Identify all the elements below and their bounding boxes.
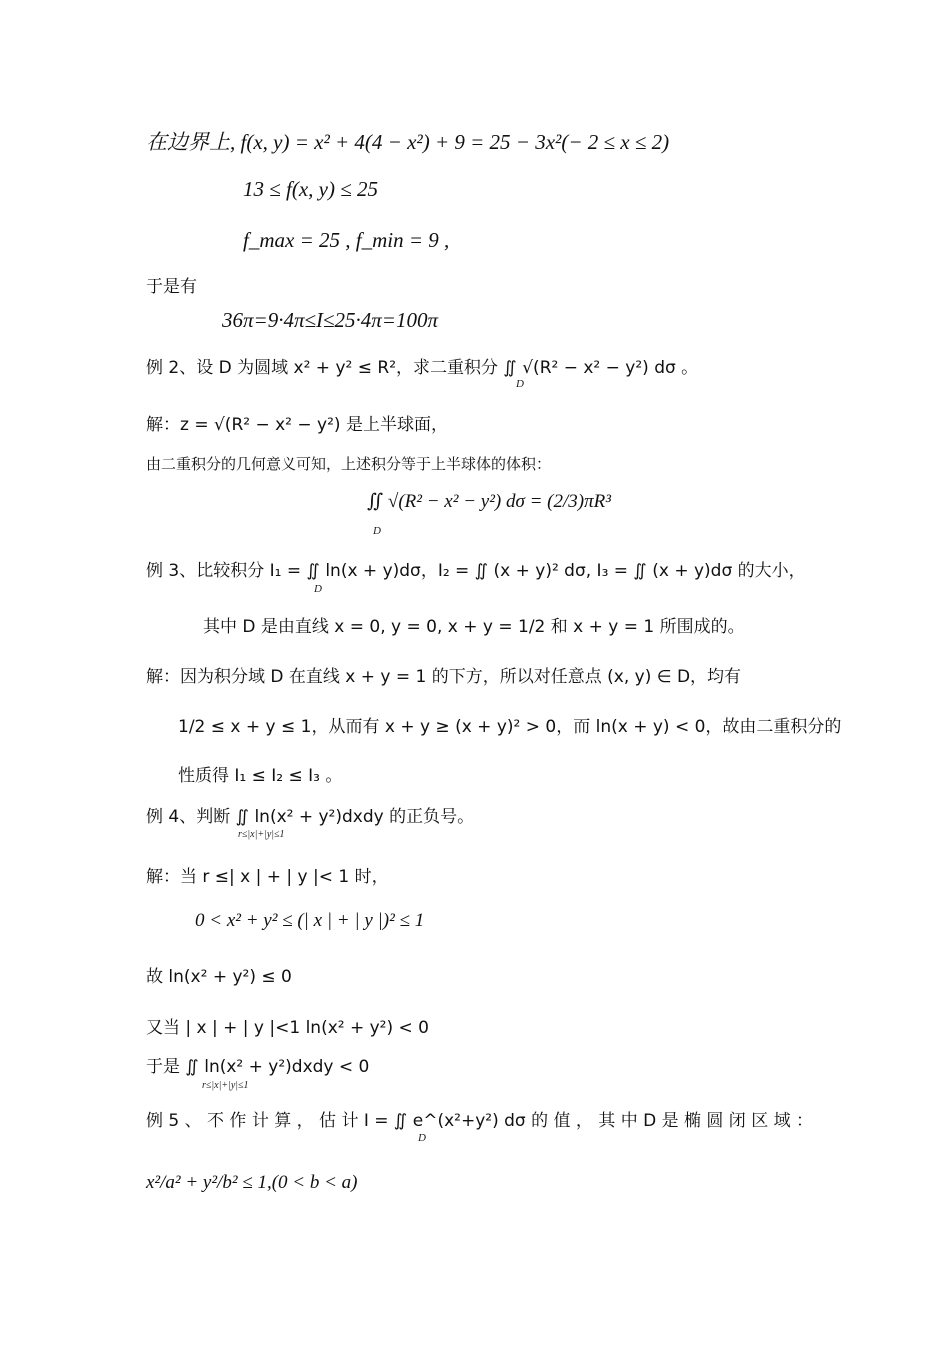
text-line-12: 解：因为积分域 D 在直线 x + y = 1 的下方，所以对任意点 (x, y) ∈ D，均有 — [146, 667, 742, 687]
text-line-17: 0 < x² + y² ≤ (| x | + | y |)² ≤ 1 — [195, 910, 425, 931]
text-line-13: 1/2 ≤ x + y ≤ 1，从而有 x + y ≥ (x + y)² > 0，而 ln(x + y) < 0，故由二重积分的 — [178, 717, 842, 737]
text-line-8: 由二重积分的几何意义可知，上述积分等于上半球体的体积： — [146, 455, 552, 473]
text-line-7: 解：z = √(R² − x² − y²) 是上半球面， — [146, 415, 448, 435]
text-line-18: 故 ln(x² + y²) ≤ 0 — [146, 967, 292, 987]
text-line-4: 于是有 — [146, 277, 197, 297]
text-line-9: ∬ √(R² − x² − y²) dσ = (2/3)πR³ — [367, 491, 611, 512]
text-line-6: 例 2、设 D 为圆域 x² + y² ≤ R²，求二重积分 ∬ √(R² − x² − y²) dσ 。 — [146, 358, 699, 378]
text-line-10: 例 3、比较积分 I₁ = ∬ ln(x + y)dσ，I₂ = ∬ (x + y)² dσ, I₃ = ∬ (x + y)dσ 的大小， — [146, 561, 806, 581]
text-line-16: 解：当 r ≤| x | + | y |< 1 时， — [146, 867, 389, 887]
text-line-3: f_max = 25 , f_min = 9 , — [243, 228, 450, 252]
text-line-15: 例 4、判断 ∬ ln(x² + y²)dxdy 的正负号。 — [146, 807, 475, 827]
integral-subscript-10: D — [314, 583, 322, 595]
text-line-5: 36π=9·4π≤I≤25·4π=100π — [222, 308, 438, 332]
integral-subscript-21: D — [418, 1132, 426, 1144]
text-line-22: x²/a² + y²/b² ≤ 1,(0 < b < a) — [146, 1172, 358, 1193]
integral-subscript-9: D — [373, 525, 381, 537]
integral-subscript-20: r≤|x|+|y|≤1 — [202, 1080, 249, 1091]
text-line-20: 于是 ∬ ln(x² + y²)dxdy < 0 — [146, 1057, 370, 1077]
text-line-1: 在边界上, f(x, y) = x² + 4(4 − x²) + 9 = 25 − 3x²(− 2 ≤ x ≤ 2) — [146, 130, 670, 154]
integral-subscript-15: r≤|x|+|y|≤1 — [238, 829, 285, 840]
text-line-19: 又当 | x | + | y |<1 ln(x² + y²) < 0 — [146, 1018, 429, 1038]
text-line-14: 性质得 I₁ ≤ I₂ ≤ I₃ 。 — [178, 766, 343, 786]
text-line-2: 13 ≤ f(x, y) ≤ 25 — [243, 177, 379, 201]
integral-subscript-6: D — [516, 378, 524, 390]
text-line-21: 例 5 、 不 作 计 算 ， 估 计 I = ∬ e^(x²+y²) dσ 的 值 ， 其 中 D 是 椭 圆 闭 区 域 ： — [146, 1111, 814, 1131]
text-line-11: 其中 D 是由直线 x = 0, y = 0, x + y = 1/2 和 x + y = 1 所围成的。 — [203, 617, 745, 637]
